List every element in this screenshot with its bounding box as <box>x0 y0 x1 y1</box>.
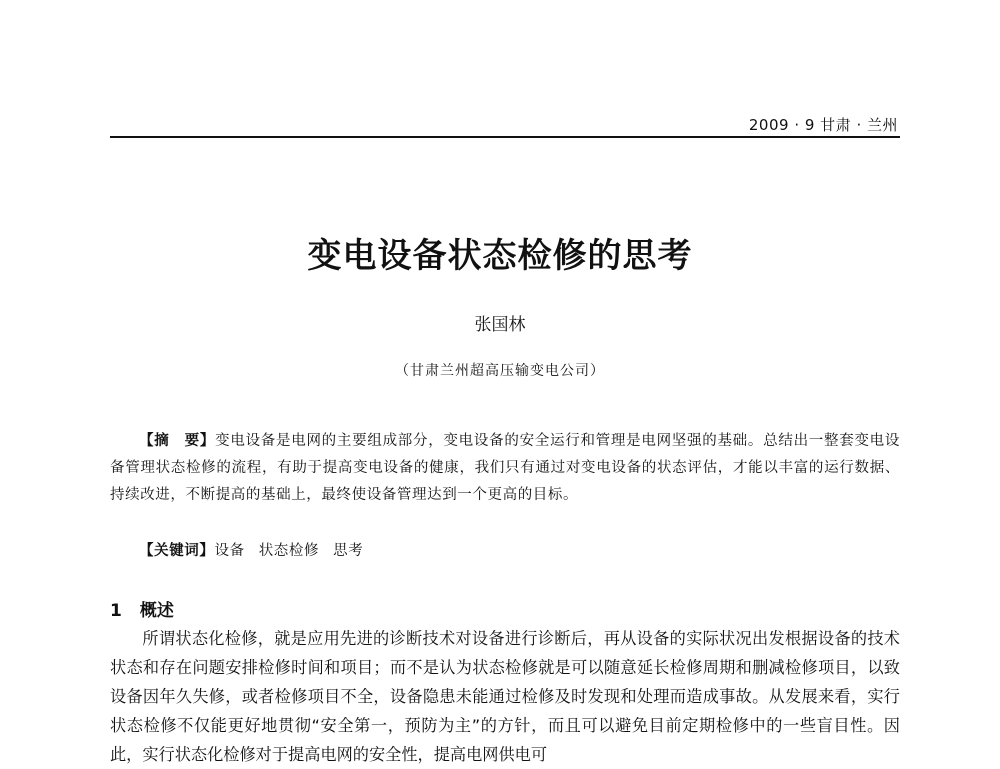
paper-title: 变电设备状态检修的思考 <box>307 236 693 276</box>
author-name: 张国林 <box>474 315 526 335</box>
section-number: 1 <box>110 601 122 621</box>
keywords-label: 【关键词】 <box>139 543 215 559</box>
abstract-text: 变电设备是电网的主要组成部分，变电设备的安全运行和管理是电网坚强的基础。总结出一整套变电设备管理状态检修的流程，有助于提高变电设备的健康，我们只有通过对变电设备的状态评估，才能以丰富的运行数据、持续改进，不断提高的基础上，最终使设备管理达到一个更高的目标。 <box>110 433 901 503</box>
abstract-label: 【摘 要】 <box>139 433 216 449</box>
keyword-item: 状态检修 <box>258 543 320 559</box>
keywords <box>110 538 900 565</box>
section-heading <box>110 596 174 621</box>
keyword-item: 设备 <box>214 543 245 559</box>
keyword-item: 思考 <box>333 543 364 559</box>
author-affiliation: （甘肃兰州超高压输变电公司） <box>395 363 605 379</box>
section-title: 概述 <box>139 601 174 621</box>
header-rule <box>110 136 900 138</box>
section-paragraph: 所谓状态化检修，就是应用先进的诊断技术对设备进行诊断后，再从设备的实际状况出发根据设备的技术状态和存在问题安排检修时间和项目；而不是认为状态检修就是可以随意延长检修周期和删减检修项目，以致设备因年久失修，或者检修项目不全，设备隐患未能通过检修及时发现和处理而造成事故。从发展来看，实行状态检修不仅能更好地贯彻“安全第一，预防为主”的方针，而且可以避免目前定期检修中的一些盲目性。因此，实行状态化检修对于提高电网的安全性，提高电网供电可 <box>110 629 900 764</box>
running-header: 2009 · 9 甘肃 · 兰州 <box>748 116 898 134</box>
abstract <box>110 428 900 509</box>
